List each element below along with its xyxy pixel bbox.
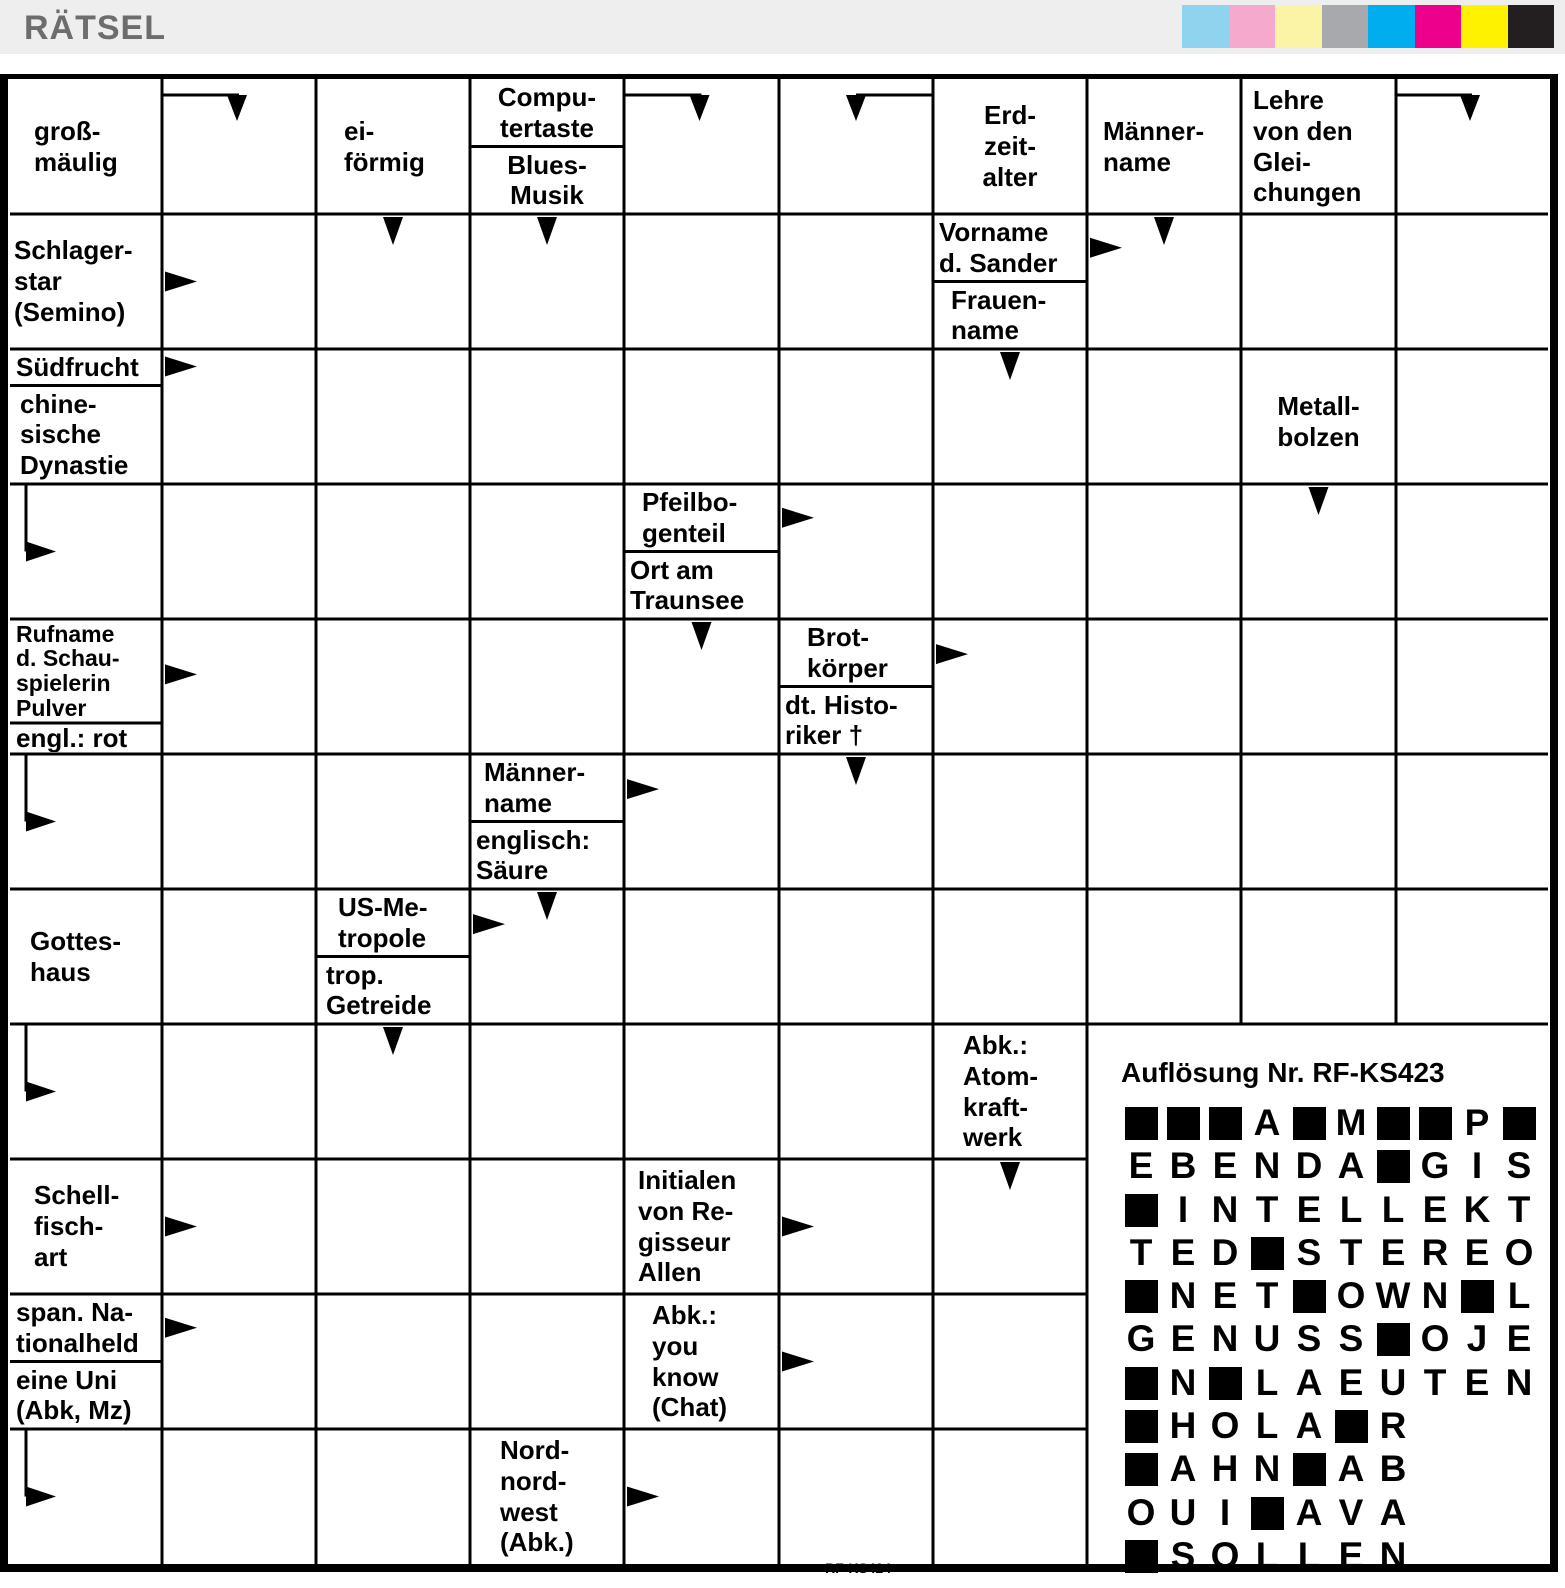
clue-c6 [1089, 81, 1239, 212]
arrow-down-icon [537, 217, 557, 245]
clue-c11 [12, 351, 160, 383]
clue-c28 [12, 1296, 160, 1360]
arrow-hook-down-icon [690, 95, 710, 121]
clue-line: Gottes- [30, 925, 121, 956]
solution-letter: D [1211, 1231, 1239, 1273]
arrow-hook-right-icon [26, 1487, 56, 1507]
clue-line: engl.: rot [16, 724, 128, 752]
solution-letter: E [1338, 1361, 1364, 1403]
solution-letter: U [1253, 1318, 1281, 1360]
solution-title: Auflösung Nr. RF-KS423 [1121, 1057, 1445, 1088]
arrow-down-icon [1000, 1162, 1020, 1190]
arrow-right-icon [782, 1352, 814, 1372]
solution-letter: L [1381, 1188, 1405, 1230]
clue-line: Getreide [326, 990, 432, 1021]
clue-line: you [652, 1330, 699, 1361]
solution-black-square [1120, 1449, 1162, 1489]
solution-letter: N [1211, 1318, 1239, 1360]
solution-black-square [1204, 1363, 1246, 1403]
solution-letter: I [1177, 1188, 1189, 1230]
clue-line: Frauen- [951, 284, 1047, 315]
clue-c26 [12, 1161, 160, 1292]
arrow-hook-right-icon [26, 542, 56, 562]
solution-row [1120, 1190, 1540, 1233]
black-square-icon [1125, 1107, 1158, 1140]
solution-black-square [1162, 1103, 1204, 1143]
clue-line: Schlager- [14, 235, 133, 266]
solution-black-square [1120, 1536, 1162, 1576]
solution-letter: E [1212, 1145, 1238, 1187]
clue-line: know [652, 1361, 719, 1392]
clue-line: tropole [338, 922, 427, 953]
solution-black-square [1246, 1233, 1288, 1273]
clue-line: Compu- [497, 82, 597, 113]
solution-letter: J [1466, 1318, 1488, 1360]
clue-line: gisseur [638, 1226, 731, 1257]
solution-letter: N [1169, 1275, 1197, 1317]
arrow-right-icon [782, 1217, 814, 1237]
clue-line: Atom- [963, 1060, 1039, 1091]
clue-line: Südfrucht [16, 351, 139, 382]
solution-letter: O [1126, 1491, 1156, 1533]
black-square-icon [1125, 1540, 1158, 1573]
solution-black-square [1498, 1103, 1540, 1143]
clue-line: groß- [34, 115, 101, 146]
black-square-icon [1503, 1107, 1536, 1140]
clue-c1 [12, 81, 160, 212]
solution-black-square [1330, 1406, 1372, 1446]
clue-line: d. Sander [939, 247, 1058, 278]
solution-letter: L [1297, 1534, 1321, 1576]
clue-c23 [318, 891, 468, 955]
black-square-icon [1209, 1367, 1242, 1400]
solution-black-square [1288, 1449, 1330, 1489]
solution-letter: T [1507, 1188, 1531, 1230]
clue-c2 [318, 81, 468, 212]
solution-letter: R [1379, 1405, 1407, 1447]
solution-letter: E [1422, 1188, 1448, 1230]
clue-line: US-Me- [338, 892, 428, 923]
clue-c16 [12, 621, 160, 721]
solution-letter: I [1219, 1491, 1231, 1533]
clue-line: Männer- [484, 757, 586, 788]
solution-row [1120, 1146, 1540, 1189]
solution-letter: E [1296, 1188, 1322, 1230]
solution-letter: E [1128, 1145, 1154, 1187]
solution-row [1120, 1233, 1540, 1276]
clue-line: Musik [510, 180, 584, 211]
clue-c21 [472, 824, 622, 888]
arrow-right-icon [627, 1487, 659, 1507]
solution-grid [1120, 1103, 1540, 1579]
clue-line: genteil [642, 517, 726, 548]
clue-line: Ort am [630, 554, 714, 585]
crossword-grid [0, 74, 1565, 1588]
solution-letter: K [1463, 1188, 1491, 1230]
black-square-icon [1335, 1410, 1368, 1443]
clue-line: ei- [344, 115, 375, 146]
solution-letter: V [1338, 1491, 1364, 1533]
clue-c20 [472, 756, 622, 820]
clue-line: Brot- [807, 622, 870, 653]
clue-c13 [1243, 351, 1394, 482]
arrow-right-icon [627, 779, 659, 799]
solution-letter: S [1506, 1145, 1532, 1187]
clue-line: span. Na- [16, 1297, 134, 1328]
solution-letter: A [1295, 1361, 1323, 1403]
clue-line: zeit- [984, 131, 1036, 162]
clue-c12 [12, 387, 160, 482]
solution-letter: R [1421, 1231, 1449, 1273]
arrow-hook-down-icon [846, 95, 866, 121]
clue-line: riker † [785, 720, 864, 751]
clue-line: Blues- [507, 149, 587, 180]
clue-line: kraft- [963, 1091, 1029, 1122]
clue-c3 [472, 81, 622, 145]
solution-letter: L [1255, 1534, 1279, 1576]
solution-row [1120, 1406, 1540, 1449]
solution-letter: B [1169, 1145, 1197, 1187]
solution-black-square [1372, 1319, 1414, 1359]
puzzle-code: RF-KS424 [825, 1560, 892, 1576]
solution-letter: S [1338, 1318, 1364, 1360]
solution-letter: L [1255, 1361, 1279, 1403]
clue-c14 [626, 486, 777, 550]
solution-row [1120, 1363, 1540, 1406]
clue-line: nord- [500, 1465, 567, 1496]
solution-letter: N [1211, 1188, 1239, 1230]
black-square-icon [1377, 1150, 1410, 1183]
black-square-icon [1419, 1107, 1452, 1140]
solution-letter: T [1339, 1231, 1363, 1273]
clue-line: name [1103, 146, 1171, 177]
solution-letter: N [1379, 1534, 1407, 1576]
clue-line: spielerin [16, 669, 111, 696]
solution-row [1120, 1536, 1540, 1579]
black-square-icon [1293, 1453, 1326, 1486]
black-square-icon [1125, 1453, 1158, 1486]
clue-line: (Abk, Mz) [16, 1395, 132, 1426]
solution-letter: N [1253, 1145, 1281, 1187]
black-square-icon [1377, 1323, 1410, 1356]
solution-black-square [1288, 1276, 1330, 1316]
swatch-black [1508, 5, 1555, 48]
black-square-icon [1293, 1107, 1326, 1140]
clue-c27 [626, 1161, 777, 1292]
black-square-icon [1461, 1280, 1494, 1313]
black-square-icon [1293, 1280, 1326, 1313]
clue-line: Rufname [16, 621, 115, 647]
swatch-gray [1322, 5, 1369, 48]
solution-black-square [1120, 1363, 1162, 1403]
solution-black-square [1120, 1406, 1162, 1446]
arrow-right-icon [165, 272, 197, 292]
solution-letter: O [1210, 1534, 1240, 1576]
solution-letter: O [1336, 1275, 1366, 1317]
clue-line: (Semino) [14, 296, 126, 327]
solution-black-square [1288, 1103, 1330, 1143]
clue-c10 [935, 284, 1085, 348]
solution-letter: O [1210, 1405, 1240, 1447]
page-title: RÄTSEL [24, 9, 166, 47]
clue-c5 [935, 81, 1085, 212]
clue-line: tertaste [500, 112, 594, 143]
clue-line: Schell- [34, 1180, 120, 1211]
solution-letter: B [1379, 1448, 1407, 1490]
clue-c30 [626, 1296, 777, 1427]
arrow-right-icon [165, 1318, 197, 1338]
black-square-icon [1167, 1107, 1200, 1140]
clue-line: werk [963, 1122, 1023, 1153]
solution-letter: E [1338, 1534, 1364, 1576]
clue-line: west [500, 1496, 558, 1527]
solution-letter: E [1464, 1361, 1490, 1403]
solution-letter: A [1295, 1491, 1323, 1533]
clue-line: Abk.: [652, 1300, 717, 1331]
clue-c18 [781, 621, 931, 685]
solution-black-square [1246, 1493, 1288, 1533]
solution-letter: E [1380, 1231, 1406, 1273]
clue-line: name [951, 315, 1019, 346]
solution-letter: A [1337, 1145, 1365, 1187]
clue-line: chungen [1253, 177, 1362, 208]
solution-letter: E [1170, 1231, 1196, 1273]
clue-line: Abk.: [963, 1030, 1028, 1061]
clue-line: körper [807, 652, 888, 683]
solution-letter: E [1212, 1275, 1238, 1317]
clue-line: alter [982, 161, 1038, 192]
clue-line: Dynastie [20, 450, 129, 481]
clue-c29 [12, 1364, 160, 1428]
solution-letter: T [1423, 1361, 1447, 1403]
solution-letter: E [1506, 1318, 1532, 1360]
clue-line: förmig [344, 146, 425, 177]
swatch-light-yellow [1275, 5, 1322, 48]
clue-c22 [12, 891, 160, 1022]
swatch-yellow [1461, 5, 1508, 48]
solution-black-square [1372, 1103, 1414, 1143]
clue-c7 [1243, 81, 1394, 212]
solution-black-square [1120, 1190, 1162, 1230]
solution-row [1120, 1493, 1540, 1536]
arrow-down-icon [1309, 487, 1329, 515]
clue-line: tionalheld [16, 1327, 139, 1358]
solution-letter: A [1337, 1448, 1365, 1490]
solution-black-square [1414, 1103, 1456, 1143]
solution-letter: A [1169, 1448, 1197, 1490]
arrow-down-icon [537, 892, 557, 920]
arrow-down-icon [1154, 217, 1174, 245]
solution-letter: A [1295, 1405, 1323, 1447]
arrow-down-icon [383, 1027, 403, 1055]
clue-line: Glei- [1253, 146, 1311, 177]
solution-letter: N [1253, 1448, 1281, 1490]
arrow-right-icon [165, 664, 197, 684]
black-square-icon [1251, 1497, 1284, 1530]
clue-line: englisch: [476, 824, 591, 855]
solution-letter: W [1375, 1275, 1411, 1317]
swatch-light-magenta [1229, 5, 1276, 48]
clue-line: mäulig [34, 146, 118, 177]
solution-letter: D [1295, 1145, 1323, 1187]
solution-letter: T [1255, 1275, 1279, 1317]
black-square-icon [1125, 1367, 1158, 1400]
solution-letter: S [1296, 1231, 1322, 1273]
solution-black-square [1456, 1276, 1498, 1316]
clue-c4 [472, 149, 622, 213]
solution-letter: A [1379, 1491, 1407, 1533]
clue-line: dt. Histo- [785, 689, 898, 720]
black-square-icon [1125, 1410, 1158, 1443]
solution-row [1120, 1319, 1540, 1362]
header-bar [0, 0, 1565, 54]
arrow-down-icon [1000, 352, 1020, 380]
solution-letter: N [1169, 1361, 1197, 1403]
clue-line: sische [20, 419, 101, 450]
black-square-icon [1251, 1237, 1284, 1270]
solution-letter: N [1505, 1361, 1533, 1403]
solution-letter: U [1379, 1361, 1407, 1403]
solution-letter: A [1253, 1102, 1281, 1143]
solution-letter: S [1296, 1318, 1322, 1360]
arrow-hook-down-icon [227, 95, 247, 121]
solution-black-square [1120, 1103, 1162, 1143]
solution-row [1120, 1449, 1540, 1492]
solution-letter: M [1335, 1102, 1367, 1143]
clue-line: (Chat) [652, 1392, 728, 1423]
clue-line: art [34, 1241, 68, 1272]
clue-line: trop. [326, 959, 384, 990]
clue-line: eine Uni [16, 1364, 118, 1395]
solution-letter: T [1255, 1188, 1279, 1230]
solution-letter: O [1504, 1231, 1534, 1273]
solution-letter: G [1126, 1318, 1156, 1360]
clue-line: Metall- [1277, 391, 1360, 421]
clue-line: fisch- [34, 1211, 104, 1242]
solution-panel [1098, 1046, 1538, 1581]
clue-line: Pfeilbo- [642, 487, 738, 518]
arrow-right-icon [782, 508, 814, 528]
color-calibration-strip [1182, 5, 1554, 48]
clue-line: Lehre [1253, 85, 1324, 116]
clue-line: star [14, 266, 62, 297]
arrow-right-icon [936, 644, 968, 664]
arrow-right-icon [165, 1217, 197, 1237]
clue-line: bolzen [1277, 421, 1360, 452]
solution-letter: T [1129, 1231, 1153, 1273]
clue-line: Allen [638, 1257, 702, 1288]
arrow-hook-right-icon [26, 812, 56, 832]
solution-letter: L [1507, 1275, 1531, 1317]
clue-line: haus [30, 956, 91, 987]
clue-line: Initialen [638, 1165, 737, 1196]
solution-black-square [1120, 1276, 1162, 1316]
solution-letter: U [1169, 1491, 1197, 1533]
arrow-down-icon [383, 217, 403, 245]
solution-black-square [1204, 1103, 1246, 1143]
clue-c15 [626, 554, 777, 618]
solution-letter: E [1170, 1318, 1196, 1360]
solution-letter: H [1169, 1405, 1197, 1447]
clue-c24 [318, 959, 468, 1023]
solution-letter: I [1471, 1145, 1483, 1187]
solution-letter: H [1211, 1448, 1239, 1490]
clue-line: name [484, 787, 552, 818]
swatch-cyan [1368, 5, 1415, 48]
clue-line: d. Schau- [16, 645, 120, 672]
clue-c17 [12, 725, 160, 752]
black-square-icon [1125, 1194, 1158, 1227]
arrow-right-icon [473, 914, 505, 934]
clue-c8 [12, 216, 160, 347]
clue-line: von Re- [638, 1195, 734, 1226]
clue-c25 [935, 1026, 1085, 1157]
solution-letter: P [1464, 1102, 1490, 1143]
solution-letter: O [1420, 1318, 1450, 1360]
solution-letter: L [1339, 1188, 1363, 1230]
clue-line: chine- [20, 388, 97, 419]
clue-line: Vorname [939, 217, 1049, 248]
solution-letter: G [1420, 1145, 1450, 1187]
solution-letter: L [1255, 1405, 1279, 1447]
black-square-icon [1377, 1107, 1410, 1140]
clue-c19 [781, 689, 931, 753]
clue-line: Männer- [1103, 115, 1205, 146]
clue-line: Erd- [984, 100, 1036, 131]
solution-row [1120, 1103, 1540, 1146]
black-square-icon [1209, 1107, 1242, 1140]
solution-black-square [1372, 1146, 1414, 1186]
clue-c31 [472, 1431, 622, 1562]
black-square-icon [1125, 1280, 1158, 1313]
solution-letter: N [1421, 1275, 1449, 1317]
arrow-down-icon [692, 622, 712, 650]
solution-letter: S [1170, 1534, 1196, 1576]
clue-line: (Abk.) [500, 1527, 574, 1558]
arrow-hook-right-icon [26, 1082, 56, 1102]
clue-line: von den [1253, 115, 1353, 146]
clue-line: Nord- [500, 1435, 570, 1466]
clue-line: Traunsee [630, 585, 745, 616]
clue-line: Pulver [16, 694, 87, 721]
solution-row [1120, 1276, 1540, 1319]
arrow-hook-down-icon [1460, 95, 1480, 121]
clue-line: Säure [476, 855, 549, 886]
arrow-right-icon [1090, 238, 1122, 258]
clue-c9 [935, 216, 1085, 280]
arrow-right-icon [165, 357, 197, 377]
solution-letter: E [1464, 1231, 1490, 1273]
arrow-down-icon [846, 757, 866, 785]
swatch-magenta [1415, 5, 1462, 48]
swatch-light-cyan [1182, 5, 1229, 48]
